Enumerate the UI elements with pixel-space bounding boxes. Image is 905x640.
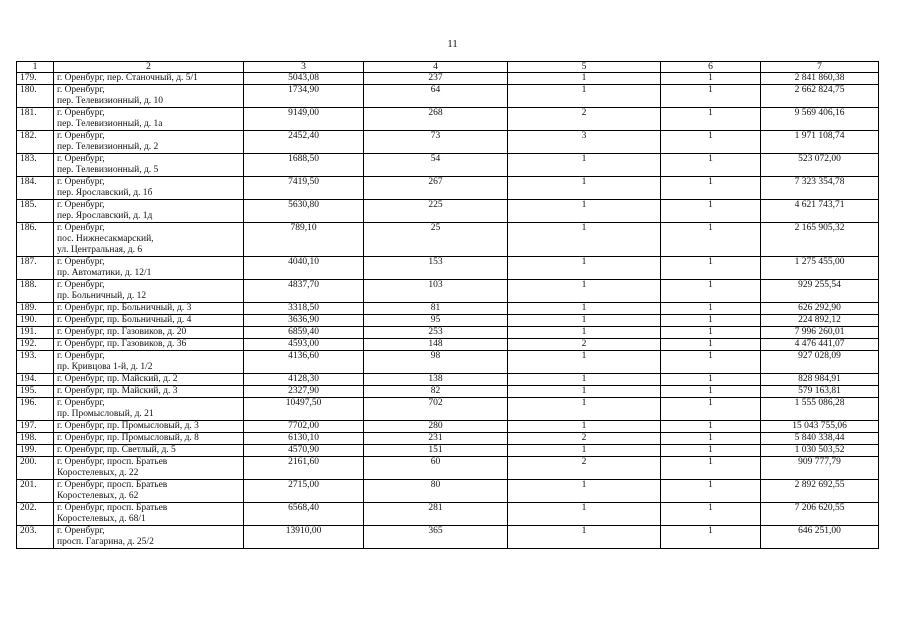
column-7-cell: 646 251,00 <box>761 526 879 549</box>
address-cell: г. Оренбург, пер. Ярославский, д. 1д <box>54 200 244 223</box>
row-number: 181. <box>17 108 54 131</box>
address-cell: г. Оренбург, пр. Светлый, д. 5 <box>54 445 244 457</box>
address-cell: г. Оренбург, пер. Телевизионный, д. 10 <box>54 85 244 108</box>
column-6-cell: 1 <box>661 433 761 445</box>
column-4-cell: 103 <box>364 280 508 303</box>
column-6-cell: 1 <box>661 503 761 526</box>
address-cell: г. Оренбург, пр. Больничный, д. 12 <box>54 280 244 303</box>
column-4-cell: 225 <box>364 200 508 223</box>
column-5-cell: 2 <box>508 108 661 131</box>
header-row <box>17 62 879 73</box>
address-cell: г. Оренбург, просп. Гагарина, д. 25/2 <box>54 526 244 549</box>
column-7-cell: 1 971 108,74 <box>761 131 879 154</box>
column-3-cell: 3636,90 <box>244 315 364 327</box>
column-4-cell: 151 <box>364 445 508 457</box>
column-6-cell: 1 <box>661 200 761 223</box>
column-7-cell: 4 621 743,71 <box>761 200 879 223</box>
column-3-cell: 2327,90 <box>244 386 364 398</box>
column-header-5: 5 <box>508 62 661 73</box>
column-7-cell: 927 028,09 <box>761 351 879 374</box>
column-5-cell: 1 <box>508 398 661 421</box>
row-number: 203. <box>17 526 54 549</box>
row-number: 186. <box>17 223 54 257</box>
column-7-cell: 2 165 905,32 <box>761 223 879 257</box>
column-6-cell: 1 <box>661 257 761 280</box>
column-7-cell: 2 841 860,38 <box>761 73 879 85</box>
table-row <box>17 108 879 131</box>
table-row <box>17 200 879 223</box>
address-cell: г. Оренбург, пр. Газовиков, д. 20 <box>54 327 244 339</box>
row-number: 202. <box>17 503 54 526</box>
row-number: 184. <box>17 177 54 200</box>
column-5-cell: 1 <box>508 351 661 374</box>
row-number: 192. <box>17 339 54 351</box>
column-4-cell: 95 <box>364 315 508 327</box>
address-cell: г. Оренбург, пр. Больничный, д. 3 <box>54 303 244 315</box>
column-7-cell: 224 892,12 <box>761 315 879 327</box>
column-7-cell: 4 476 441,07 <box>761 339 879 351</box>
column-5-cell: 1 <box>508 85 661 108</box>
column-4-cell: 148 <box>364 339 508 351</box>
column-3-cell: 4570,90 <box>244 445 364 457</box>
registry-table <box>16 61 879 549</box>
column-header-1: 1 <box>17 62 54 73</box>
column-3-cell: 2161,60 <box>244 457 364 480</box>
row-number: 188. <box>17 280 54 303</box>
table-row <box>17 503 879 526</box>
table-row <box>17 374 879 386</box>
address-cell: г. Оренбург, пр. Промысловый, д. 3 <box>54 421 244 433</box>
column-6-cell: 1 <box>661 445 761 457</box>
row-number: 199. <box>17 445 54 457</box>
address-cell: г. Оренбург, пр. Промысловый, д. 8 <box>54 433 244 445</box>
table-row <box>17 445 879 457</box>
column-5-cell: 1 <box>508 154 661 177</box>
row-number: 183. <box>17 154 54 177</box>
column-5-cell: 1 <box>508 315 661 327</box>
column-6-cell: 1 <box>661 131 761 154</box>
column-4-cell: 702 <box>364 398 508 421</box>
table-row <box>17 339 879 351</box>
column-3-cell: 4837,70 <box>244 280 364 303</box>
column-3-cell: 10497,50 <box>244 398 364 421</box>
column-7-cell: 1 275 455,00 <box>761 257 879 280</box>
address-cell: г. Оренбург, пр. Автоматики, д. 12/1 <box>54 257 244 280</box>
column-6-cell: 1 <box>661 386 761 398</box>
row-number: 200. <box>17 457 54 480</box>
column-5-cell: 1 <box>508 223 661 257</box>
row-number: 197. <box>17 421 54 433</box>
column-6-cell: 1 <box>661 480 761 503</box>
column-7-cell: 1 030 503,52 <box>761 445 879 457</box>
column-3-cell: 5043,08 <box>244 73 364 85</box>
column-6-cell: 1 <box>661 457 761 480</box>
column-4-cell: 237 <box>364 73 508 85</box>
column-5-cell: 1 <box>508 303 661 315</box>
row-number: 191. <box>17 327 54 339</box>
row-number: 195. <box>17 386 54 398</box>
column-3-cell: 7419,50 <box>244 177 364 200</box>
column-6-cell: 1 <box>661 421 761 433</box>
address-cell: г. Оренбург, просп. Братьев Коростелевых, д. 22 <box>54 457 244 480</box>
column-5-cell: 2 <box>508 433 661 445</box>
column-6-cell: 1 <box>661 85 761 108</box>
column-7-cell: 828 984,91 <box>761 374 879 386</box>
table-row <box>17 73 879 85</box>
column-5-cell: 3 <box>508 131 661 154</box>
column-header-2: 2 <box>54 62 244 73</box>
table-row <box>17 386 879 398</box>
column-6-cell: 1 <box>661 526 761 549</box>
column-3-cell: 4593,00 <box>244 339 364 351</box>
column-6-cell: 1 <box>661 154 761 177</box>
column-5-cell: 1 <box>508 73 661 85</box>
column-5-cell: 1 <box>508 386 661 398</box>
column-3-cell: 4040,10 <box>244 257 364 280</box>
column-5-cell: 1 <box>508 327 661 339</box>
row-number: 193. <box>17 351 54 374</box>
table-row <box>17 280 879 303</box>
row-number: 190. <box>17 315 54 327</box>
table-row <box>17 315 879 327</box>
table-row <box>17 421 879 433</box>
column-header-4: 4 <box>364 62 508 73</box>
row-number: 185. <box>17 200 54 223</box>
column-3-cell: 1688,50 <box>244 154 364 177</box>
column-6-cell: 1 <box>661 327 761 339</box>
column-4-cell: 82 <box>364 386 508 398</box>
column-3-cell: 4136,60 <box>244 351 364 374</box>
column-header-3: 3 <box>244 62 364 73</box>
column-6-cell: 1 <box>661 339 761 351</box>
column-3-cell: 789,10 <box>244 223 364 257</box>
column-7-cell: 15 043 755,06 <box>761 421 879 433</box>
address-cell: г. Оренбург, пер. Ярославский, д. 1б <box>54 177 244 200</box>
address-cell: г. Оренбург, пер. Телевизионный, д. 5 <box>54 154 244 177</box>
column-header-7: 7 <box>761 62 879 73</box>
table-row <box>17 398 879 421</box>
column-4-cell: 64 <box>364 85 508 108</box>
column-7-cell: 7 206 620,55 <box>761 503 879 526</box>
column-3-cell: 6859,40 <box>244 327 364 339</box>
column-3-cell: 4128,30 <box>244 374 364 386</box>
column-5-cell: 1 <box>508 280 661 303</box>
column-4-cell: 73 <box>364 131 508 154</box>
column-7-cell: 7 323 354,78 <box>761 177 879 200</box>
column-6-cell: 1 <box>661 280 761 303</box>
address-cell: г. Оренбург, пер. Телевизионный, д. 2 <box>54 131 244 154</box>
address-cell: г. Оренбург, просп. Братьев Коростелевых, д. 68/1 <box>54 503 244 526</box>
column-header-6: 6 <box>661 62 761 73</box>
column-4-cell: 253 <box>364 327 508 339</box>
column-3-cell: 7702,00 <box>244 421 364 433</box>
column-4-cell: 268 <box>364 108 508 131</box>
column-5-cell: 1 <box>508 177 661 200</box>
column-3-cell: 6130,10 <box>244 433 364 445</box>
column-3-cell: 1734,90 <box>244 85 364 108</box>
table-row <box>17 351 879 374</box>
column-4-cell: 138 <box>364 374 508 386</box>
column-7-cell: 2 892 692,55 <box>761 480 879 503</box>
address-cell: г. Оренбург, пр. Кривцова 1-й, д. 1/2 <box>54 351 244 374</box>
table-body <box>17 73 879 549</box>
table-row <box>17 526 879 549</box>
column-4-cell: 98 <box>364 351 508 374</box>
column-6-cell: 1 <box>661 351 761 374</box>
column-7-cell: 626 292,90 <box>761 303 879 315</box>
column-6-cell: 1 <box>661 223 761 257</box>
column-6-cell: 1 <box>661 108 761 131</box>
column-5-cell: 1 <box>508 445 661 457</box>
column-5-cell: 1 <box>508 421 661 433</box>
column-4-cell: 267 <box>364 177 508 200</box>
column-4-cell: 153 <box>364 257 508 280</box>
column-7-cell: 9 569 406,16 <box>761 108 879 131</box>
address-cell: г. Оренбург, просп. Братьев Коростелевых, д. 62 <box>54 480 244 503</box>
table-row <box>17 480 879 503</box>
column-6-cell: 1 <box>661 315 761 327</box>
row-number: 198. <box>17 433 54 445</box>
column-5-cell: 1 <box>508 374 661 386</box>
column-4-cell: 365 <box>364 526 508 549</box>
column-7-cell: 523 072,00 <box>761 154 879 177</box>
column-3-cell: 5630,80 <box>244 200 364 223</box>
row-number: 201. <box>17 480 54 503</box>
row-number: 194. <box>17 374 54 386</box>
row-number: 182. <box>17 131 54 154</box>
table-row <box>17 457 879 480</box>
table-row <box>17 154 879 177</box>
address-cell: г. Оренбург, пер. Станочный, д. 5/1 <box>54 73 244 85</box>
column-7-cell: 2 662 824,75 <box>761 85 879 108</box>
table-row <box>17 223 879 257</box>
column-6-cell: 1 <box>661 374 761 386</box>
address-cell: г. Оренбург, пр. Газовиков, д. 36 <box>54 339 244 351</box>
column-3-cell: 2452,40 <box>244 131 364 154</box>
column-4-cell: 80 <box>364 480 508 503</box>
column-6-cell: 1 <box>661 73 761 85</box>
address-cell: г. Оренбург, пр. Больничный, д. 4 <box>54 315 244 327</box>
column-6-cell: 1 <box>661 177 761 200</box>
row-number: 189. <box>17 303 54 315</box>
column-5-cell: 1 <box>508 200 661 223</box>
table-row <box>17 257 879 280</box>
table-row <box>17 177 879 200</box>
row-number: 187. <box>17 257 54 280</box>
column-7-cell: 909 777,79 <box>761 457 879 480</box>
column-5-cell: 2 <box>508 339 661 351</box>
column-4-cell: 281 <box>364 503 508 526</box>
column-7-cell: 5 840 338,44 <box>761 433 879 445</box>
row-number: 179. <box>17 73 54 85</box>
column-4-cell: 60 <box>364 457 508 480</box>
column-7-cell: 7 996 260,01 <box>761 327 879 339</box>
address-cell: г. Оренбург, пос. Нижнесакмарский, ул. Центральная, д. 6 <box>54 223 244 257</box>
column-3-cell: 6568,40 <box>244 503 364 526</box>
table-header <box>17 62 879 73</box>
column-4-cell: 81 <box>364 303 508 315</box>
address-cell: г. Оренбург, пр. Промысловый, д. 21 <box>54 398 244 421</box>
address-cell: г. Оренбург, пр. Майский, д. 3 <box>54 386 244 398</box>
table-row <box>17 433 879 445</box>
column-5-cell: 1 <box>508 480 661 503</box>
column-4-cell: 231 <box>364 433 508 445</box>
column-4-cell: 25 <box>364 223 508 257</box>
page-number: 11 <box>447 38 458 50</box>
column-7-cell: 929 255,54 <box>761 280 879 303</box>
address-cell: г. Оренбург, пр. Майский, д. 2 <box>54 374 244 386</box>
row-number: 196. <box>17 398 54 421</box>
table-row <box>17 131 879 154</box>
column-7-cell: 579 163,81 <box>761 386 879 398</box>
column-5-cell: 1 <box>508 503 661 526</box>
column-3-cell: 13910,00 <box>244 526 364 549</box>
table-row <box>17 327 879 339</box>
column-5-cell: 1 <box>508 257 661 280</box>
row-number: 180. <box>17 85 54 108</box>
column-3-cell: 3318,50 <box>244 303 364 315</box>
column-3-cell: 9149,00 <box>244 108 364 131</box>
column-5-cell: 1 <box>508 526 661 549</box>
column-7-cell: 1 555 086,28 <box>761 398 879 421</box>
column-4-cell: 280 <box>364 421 508 433</box>
column-4-cell: 54 <box>364 154 508 177</box>
table-row <box>17 303 879 315</box>
column-6-cell: 1 <box>661 398 761 421</box>
column-3-cell: 2715,00 <box>244 480 364 503</box>
column-6-cell: 1 <box>661 303 761 315</box>
table-row <box>17 85 879 108</box>
column-5-cell: 2 <box>508 457 661 480</box>
address-cell: г. Оренбург, пер. Телевизионный, д. 1а <box>54 108 244 131</box>
